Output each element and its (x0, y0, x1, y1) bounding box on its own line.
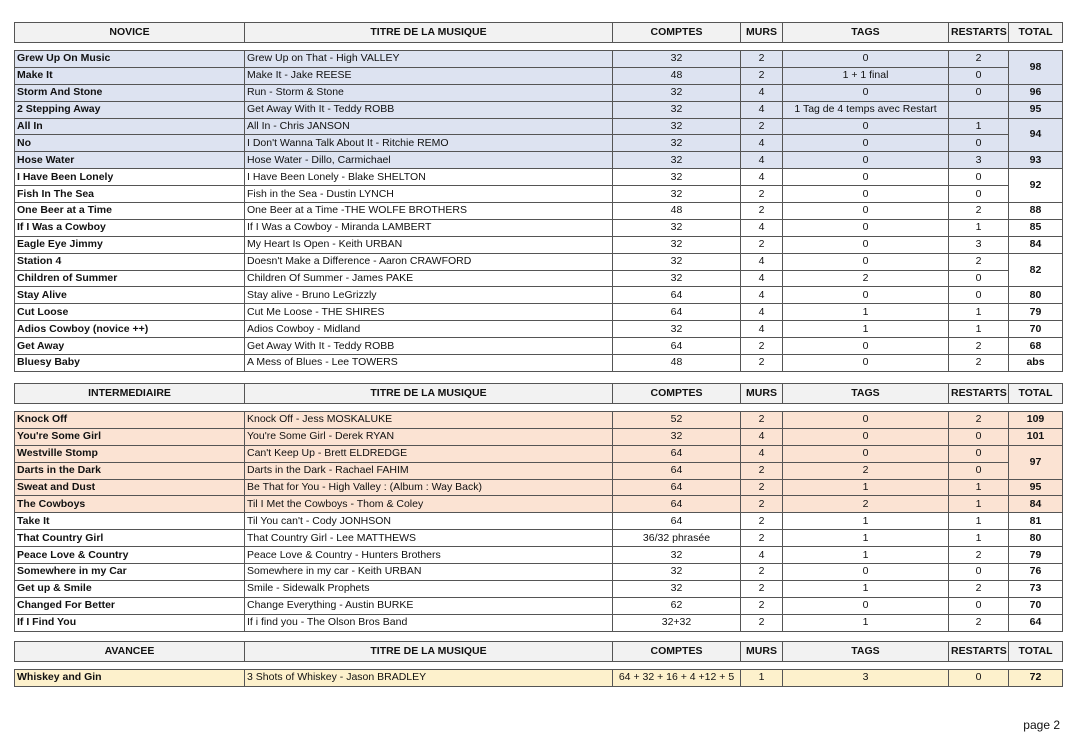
cell-song: Grew Up on That - High VALLEY (245, 51, 613, 68)
cell-restarts: 2 (949, 412, 1009, 429)
cell-murs: 2 (741, 186, 783, 203)
cell-restarts: 0 (949, 428, 1009, 445)
dance-name: Get Away (15, 338, 245, 355)
cell-song: One Beer at a Time -THE WOLFE BROTHERS (245, 203, 613, 220)
cell-comptes: 32 (613, 547, 741, 564)
column-header: COMPTES (613, 384, 741, 404)
column-header: TAGS (783, 642, 949, 662)
cell-comptes: 64 + 32 + 16 + 4 +12 + 5 (613, 670, 741, 687)
cell-comptes: 64 (613, 513, 741, 530)
dance-name: Stay Alive (15, 287, 245, 304)
cell-total: 96 (1009, 84, 1063, 101)
section-body-avancee (14, 669, 1063, 687)
cell-song: Run - Storm & Stone (245, 84, 613, 101)
table-row (15, 67, 1063, 84)
cell-restarts: 2 (949, 355, 1009, 372)
cell-comptes: 64 (613, 338, 741, 355)
cell-total: 92 (1009, 169, 1063, 203)
cell-restarts: 0 (949, 84, 1009, 101)
cell-murs: 2 (741, 203, 783, 220)
cell-tags: 0 (783, 236, 949, 253)
cell-murs: 2 (741, 236, 783, 253)
column-header: COMPTES (613, 23, 741, 43)
cell-total: 72 (1009, 670, 1063, 687)
cell-total: 109 (1009, 412, 1063, 429)
cell-comptes: 52 (613, 412, 741, 429)
cell-restarts: 2 (949, 614, 1009, 631)
dance-name: Adios Cowboy (novice ++) (15, 321, 245, 338)
table-row (15, 670, 1063, 687)
cell-song: If I Was a Cowboy - Miranda LAMBERT (245, 219, 613, 236)
cell-restarts: 0 (949, 445, 1009, 462)
cell-restarts (949, 101, 1009, 118)
cell-comptes: 64 (613, 496, 741, 513)
cell-song: Fish in the Sea - Dustin LYNCH (245, 186, 613, 203)
cell-murs: 2 (741, 496, 783, 513)
table-row (15, 270, 1063, 287)
cell-total: 80 (1009, 287, 1063, 304)
table-row (15, 219, 1063, 236)
cell-tags: 0 (783, 169, 949, 186)
cell-murs: 4 (741, 304, 783, 321)
cell-tags: 0 (783, 118, 949, 135)
cell-tags: 2 (783, 462, 949, 479)
cell-restarts: 0 (949, 186, 1009, 203)
cell-total: 70 (1009, 321, 1063, 338)
cell-total: 64 (1009, 614, 1063, 631)
cell-restarts: 2 (949, 51, 1009, 68)
table-row (15, 564, 1063, 581)
cell-song: Stay alive - Bruno LeGrizzly (245, 287, 613, 304)
cell-murs: 2 (741, 51, 783, 68)
cell-tags: 0 (783, 186, 949, 203)
dance-name: You're Some Girl (15, 428, 245, 445)
dance-name: Knock Off (15, 412, 245, 429)
dance-name: Fish In The Sea (15, 186, 245, 203)
cell-tags: 0 (783, 219, 949, 236)
cell-comptes: 32 (613, 428, 741, 445)
cell-restarts: 2 (949, 253, 1009, 270)
cell-murs: 4 (741, 152, 783, 169)
table-row (15, 479, 1063, 496)
cell-song: Hose Water - Dillo, Carmichael (245, 152, 613, 169)
cell-restarts: 2 (949, 338, 1009, 355)
dance-name: Eagle Eye Jimmy (15, 236, 245, 253)
cell-song: All In - Chris JANSON (245, 118, 613, 135)
cell-tags: 1 (783, 614, 949, 631)
cell-comptes: 32+32 (613, 614, 741, 631)
cell-murs: 4 (741, 101, 783, 118)
cell-murs: 2 (741, 580, 783, 597)
cell-murs: 2 (741, 355, 783, 372)
cell-song: 3 Shots of Whiskey - Jason BRADLEY (245, 670, 613, 687)
table-row (15, 135, 1063, 152)
cell-total: 88 (1009, 203, 1063, 220)
dance-name: Get up & Smile (15, 580, 245, 597)
dance-name: Bluesy Baby (15, 355, 245, 372)
cell-comptes: 32 (613, 135, 741, 152)
cell-song: Cut Me Loose - THE SHIRES (245, 304, 613, 321)
cell-tags: 0 (783, 338, 949, 355)
cell-restarts: 0 (949, 462, 1009, 479)
cell-total: 84 (1009, 236, 1063, 253)
dance-name: Darts in the Dark (15, 462, 245, 479)
cell-comptes: 32 (613, 118, 741, 135)
cell-comptes: 32 (613, 101, 741, 118)
cell-total: 81 (1009, 513, 1063, 530)
cell-murs: 4 (741, 547, 783, 564)
cell-comptes: 32 (613, 219, 741, 236)
cell-song: Change Everything - Austin BURKE (245, 597, 613, 614)
cell-song: Smile - Sidewalk Prophets (245, 580, 613, 597)
cell-murs: 2 (741, 530, 783, 547)
cell-song: Children Of Summer - James PAKE (245, 270, 613, 287)
cell-comptes: 64 (613, 479, 741, 496)
column-header: TOTAL (1009, 23, 1063, 43)
cell-restarts: 3 (949, 152, 1009, 169)
table-row (15, 412, 1063, 429)
cell-tags: 0 (783, 135, 949, 152)
dance-name: Hose Water (15, 152, 245, 169)
cell-murs: 4 (741, 287, 783, 304)
dance-name: Station 4 (15, 253, 245, 270)
column-header: TOTAL (1009, 384, 1063, 404)
cell-comptes: 64 (613, 462, 741, 479)
cell-restarts: 0 (949, 670, 1009, 687)
section-header-intermediaire (14, 383, 1063, 404)
dance-name: Make It (15, 67, 245, 84)
cell-song: If i find you - The Olson Bros Band (245, 614, 613, 631)
cell-comptes: 32 (613, 51, 741, 68)
cell-song: Somewhere in my car - Keith URBAN (245, 564, 613, 581)
cell-total: 97 (1009, 445, 1063, 479)
dance-name: That Country Girl (15, 530, 245, 547)
cell-song: That Country Girl - Lee MATTHEWS (245, 530, 613, 547)
cell-total: 70 (1009, 597, 1063, 614)
page-number: page 2 (1023, 718, 1060, 732)
cell-comptes: 32 (613, 84, 741, 101)
cell-restarts: 2 (949, 547, 1009, 564)
table-row (15, 355, 1063, 372)
cell-total: 79 (1009, 547, 1063, 564)
cell-tags: 2 (783, 496, 949, 513)
column-header: TAGS (783, 384, 949, 404)
cell-total: 84 (1009, 496, 1063, 513)
cell-tags: 1 (783, 513, 949, 530)
cell-restarts: 1 (949, 513, 1009, 530)
cell-total: 76 (1009, 564, 1063, 581)
cell-song: You're Some Girl - Derek RYAN (245, 428, 613, 445)
cell-comptes: 48 (613, 203, 741, 220)
table-row (15, 84, 1063, 101)
column-header: RESTARTS (949, 642, 1009, 662)
cell-tags: 1 (783, 321, 949, 338)
table-row (15, 186, 1063, 203)
dance-name: Somewhere in my Car (15, 564, 245, 581)
cell-song: Can't Keep Up - Brett ELDREDGE (245, 445, 613, 462)
dance-name: Grew Up On Music (15, 51, 245, 68)
cell-tags: 1 Tag de 4 temps avec Restart (783, 101, 949, 118)
cell-restarts: 1 (949, 118, 1009, 135)
cell-murs: 2 (741, 479, 783, 496)
section-header-novice (14, 22, 1063, 43)
cell-song: Make It - Jake REESE (245, 67, 613, 84)
table-row (15, 496, 1063, 513)
column-header: RESTARTS (949, 23, 1009, 43)
column-header: TOTAL (1009, 642, 1063, 662)
cell-song: Til I Met the Cowboys - Thom & Coley (245, 496, 613, 513)
column-header: TAGS (783, 23, 949, 43)
cell-comptes: 32 (613, 169, 741, 186)
dance-name: Westville Stomp (15, 445, 245, 462)
cell-song: Til You can't - Cody JONHSON (245, 513, 613, 530)
cell-restarts: 2 (949, 580, 1009, 597)
section-label: AVANCEE (15, 642, 245, 662)
cell-song: My Heart Is Open - Keith URBAN (245, 236, 613, 253)
section-body-intermediaire (14, 411, 1063, 632)
cell-tags: 0 (783, 203, 949, 220)
dance-name: If I Find You (15, 614, 245, 631)
cell-tags: 0 (783, 152, 949, 169)
table-row (15, 547, 1063, 564)
column-header: TITRE DE LA MUSIQUE (245, 642, 613, 662)
cell-murs: 4 (741, 253, 783, 270)
table-row (15, 101, 1063, 118)
cell-comptes: 32 (613, 253, 741, 270)
column-header: COMPTES (613, 642, 741, 662)
table-row (15, 118, 1063, 135)
table-row (15, 445, 1063, 462)
cell-comptes: 32 (613, 270, 741, 287)
cell-murs: 2 (741, 513, 783, 530)
dance-name: Peace Love & Country (15, 547, 245, 564)
cell-total: 79 (1009, 304, 1063, 321)
cell-song: I Have Been Lonely - Blake SHELTON (245, 169, 613, 186)
cell-restarts: 1 (949, 496, 1009, 513)
table-row (15, 51, 1063, 68)
section-body-novice (14, 50, 1063, 372)
table-row (15, 169, 1063, 186)
cell-song: Get Away With It - Teddy ROBB (245, 101, 613, 118)
cell-tags: 1 (783, 530, 949, 547)
cell-comptes: 32 (613, 236, 741, 253)
cell-murs: 4 (741, 219, 783, 236)
cell-murs: 2 (741, 564, 783, 581)
table-row (15, 614, 1063, 631)
cell-tags: 0 (783, 564, 949, 581)
cell-song: Peace Love & Country - Hunters Brothers (245, 547, 613, 564)
cell-total: 85 (1009, 219, 1063, 236)
cell-song: I Don't Wanna Talk About It - Ritchie REMO (245, 135, 613, 152)
section-label: NOVICE (15, 23, 245, 43)
cell-total: 82 (1009, 253, 1063, 287)
dance-name: The Cowboys (15, 496, 245, 513)
cell-total: 95 (1009, 101, 1063, 118)
cell-tags: 1 (783, 304, 949, 321)
table-row (15, 338, 1063, 355)
cell-tags: 0 (783, 412, 949, 429)
cell-murs: 2 (741, 462, 783, 479)
dance-name: I Have Been Lonely (15, 169, 245, 186)
cell-restarts: 0 (949, 67, 1009, 84)
cell-comptes: 64 (613, 287, 741, 304)
cell-restarts: 1 (949, 479, 1009, 496)
cell-murs: 2 (741, 67, 783, 84)
cell-comptes: 32 (613, 564, 741, 581)
cell-tags: 1 (783, 547, 949, 564)
cell-comptes: 48 (613, 67, 741, 84)
cell-comptes: 32 (613, 186, 741, 203)
table-row (15, 321, 1063, 338)
cell-murs: 1 (741, 670, 783, 687)
cell-murs: 4 (741, 445, 783, 462)
table-row (15, 236, 1063, 253)
cell-restarts: 3 (949, 236, 1009, 253)
cell-total: 98 (1009, 51, 1063, 85)
cell-tags: 0 (783, 51, 949, 68)
column-header: TITRE DE LA MUSIQUE (245, 23, 613, 43)
dance-name: Storm And Stone (15, 84, 245, 101)
cell-comptes: 32 (613, 321, 741, 338)
dance-name: No (15, 135, 245, 152)
table-row (15, 203, 1063, 220)
cell-restarts: 2 (949, 203, 1009, 220)
cell-song: A Mess of Blues - Lee TOWERS (245, 355, 613, 372)
cell-murs: 4 (741, 135, 783, 152)
cell-murs: 4 (741, 428, 783, 445)
cell-total: 95 (1009, 479, 1063, 496)
cell-restarts: 0 (949, 270, 1009, 287)
cell-murs: 2 (741, 338, 783, 355)
cell-comptes: 64 (613, 445, 741, 462)
cell-murs: 2 (741, 412, 783, 429)
cell-murs: 4 (741, 169, 783, 186)
cell-murs: 4 (741, 270, 783, 287)
cell-comptes: 48 (613, 355, 741, 372)
table-row (15, 253, 1063, 270)
cell-tags: 0 (783, 428, 949, 445)
dance-name: Cut Loose (15, 304, 245, 321)
cell-song: Be That for You - High Valley : (Album : Way Back) (245, 479, 613, 496)
cell-comptes: 32 (613, 152, 741, 169)
cell-tags: 0 (783, 355, 949, 372)
column-header: MURS (741, 642, 783, 662)
cell-comptes: 32 (613, 580, 741, 597)
dance-name: Take It (15, 513, 245, 530)
cell-murs: 2 (741, 118, 783, 135)
table-row (15, 428, 1063, 445)
table-row (15, 287, 1063, 304)
cell-song: Knock Off - Jess MOSKALUKE (245, 412, 613, 429)
cell-restarts: 0 (949, 564, 1009, 581)
cell-total: 93 (1009, 152, 1063, 169)
column-header: MURS (741, 23, 783, 43)
column-header: TITRE DE LA MUSIQUE (245, 384, 613, 404)
table-row (15, 152, 1063, 169)
cell-total: 94 (1009, 118, 1063, 152)
table-row (15, 304, 1063, 321)
dance-name: Changed For Better (15, 597, 245, 614)
cell-tags: 2 (783, 270, 949, 287)
cell-total: 68 (1009, 338, 1063, 355)
column-header: MURS (741, 384, 783, 404)
cell-murs: 4 (741, 321, 783, 338)
cell-restarts: 1 (949, 530, 1009, 547)
table-row (15, 580, 1063, 597)
column-header: RESTARTS (949, 384, 1009, 404)
cell-song: Adios Cowboy - Midland (245, 321, 613, 338)
cell-tags: 1 (783, 580, 949, 597)
table-row (15, 530, 1063, 547)
cell-total: 73 (1009, 580, 1063, 597)
cell-murs: 4 (741, 84, 783, 101)
dance-name: 2 Stepping Away (15, 101, 245, 118)
dance-name: Sweat and Dust (15, 479, 245, 496)
cell-comptes: 36/32 phrasée (613, 530, 741, 547)
cell-restarts: 0 (949, 597, 1009, 614)
cell-tags: 1 + 1 final (783, 67, 949, 84)
dance-name: All In (15, 118, 245, 135)
cell-tags: 1 (783, 479, 949, 496)
table-row (15, 597, 1063, 614)
dance-name: If I Was a Cowboy (15, 219, 245, 236)
cell-song: Doesn't Make a Difference - Aaron CRAWFORD (245, 253, 613, 270)
dance-name: Whiskey and Gin (15, 670, 245, 687)
cell-restarts: 1 (949, 219, 1009, 236)
cell-tags: 0 (783, 445, 949, 462)
table-row (15, 462, 1063, 479)
cell-tags: 0 (783, 253, 949, 270)
cell-song: Get Away With It - Teddy ROBB (245, 338, 613, 355)
table-row (15, 513, 1063, 530)
cell-restarts: 0 (949, 135, 1009, 152)
cell-restarts: 1 (949, 304, 1009, 321)
dance-name: One Beer at a Time (15, 203, 245, 220)
cell-total: 80 (1009, 530, 1063, 547)
cell-restarts: 0 (949, 287, 1009, 304)
cell-tags: 0 (783, 287, 949, 304)
cell-restarts: 1 (949, 321, 1009, 338)
cell-total: abs (1009, 355, 1063, 372)
cell-tags: 0 (783, 84, 949, 101)
cell-total: 101 (1009, 428, 1063, 445)
cell-tags: 3 (783, 670, 949, 687)
cell-murs: 2 (741, 597, 783, 614)
cell-tags: 0 (783, 597, 949, 614)
section-label: INTERMEDIAIRE (15, 384, 245, 404)
dance-name: Children of Summer (15, 270, 245, 287)
cell-comptes: 64 (613, 304, 741, 321)
section-header-avancee (14, 641, 1063, 662)
cell-comptes: 62 (613, 597, 741, 614)
cell-murs: 2 (741, 614, 783, 631)
cell-restarts: 0 (949, 169, 1009, 186)
cell-song: Darts in the Dark - Rachael FAHIM (245, 462, 613, 479)
